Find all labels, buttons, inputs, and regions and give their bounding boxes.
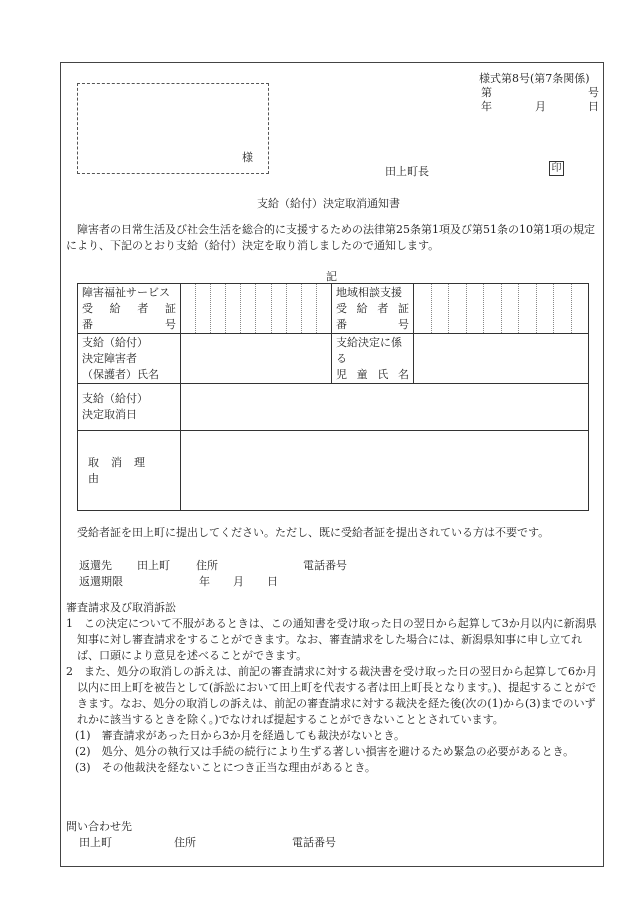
label-line: 支給決定に係る <box>336 335 402 365</box>
digit-cell <box>414 284 431 333</box>
cancel-date-field <box>181 384 589 431</box>
recipient-cert-number-field <box>181 284 332 334</box>
date-day: 日 <box>588 100 599 113</box>
label-line: （保護者）氏名 <box>82 367 159 381</box>
digit-cells <box>414 284 588 333</box>
appeal-heading: 審査請求及び取消訴訟 <box>66 601 176 614</box>
contact-org: 田上町 <box>79 836 112 849</box>
appeal-sub-1: (1) 審査請求があった日から3か月を経過しても裁決がないとき。 <box>75 729 406 742</box>
regional-support-cert-number-field <box>414 284 589 334</box>
return-address-label: 住所 <box>196 559 218 572</box>
return-dest-label: 返還先 <box>79 559 112 572</box>
date-year: 年 <box>481 100 492 113</box>
digit-cell <box>225 284 240 333</box>
digit-cell <box>571 284 589 333</box>
label-line: 番 号 <box>82 317 176 331</box>
seal-mark: 印 <box>549 161 564 176</box>
digit-cell <box>316 284 331 333</box>
appeal-item-1: 1 この決定について不服があるときは、この通知書を受け取った日の翌日から起算して3か月以内に新潟県知事に対し審査請求をすることができます。なお、審査請求をした場合には、新潟県知事に申し立てれば、口頭により意見を述べることができます。 <box>66 617 597 662</box>
digit-cell <box>466 284 484 333</box>
form-number: 様式第8号(第7条関係) <box>479 72 590 85</box>
digit-cell <box>286 284 301 333</box>
doc-number-suffix: 号 <box>588 86 599 99</box>
digit-cell <box>448 284 466 333</box>
child-name-label <box>332 334 414 384</box>
label-line: 受 給 者 証 <box>82 301 176 315</box>
record-table <box>77 283 589 511</box>
recipient-cert-label <box>78 284 181 334</box>
digit-cell <box>181 284 195 333</box>
appeal-item-2: 2 また、処分の取消しの訴えは、前記の審査請求に対する裁決書を受け取った日の翌日から起算して6か月以内に田上町を被告として(訴訟において田上町を代表する者は田上町長となります。)、提起することができます。なお、処分の取消しの訴えは、前記の審査請求に対する裁決を経た後(次の(1)から(3)までのいずれかに該当するときを除く。)でなければ提起することができないこととされています。 <box>66 665 597 726</box>
ki-heading: 記 <box>326 270 337 283</box>
digit-cell <box>536 284 554 333</box>
recipient-name-label <box>78 334 181 384</box>
digit-cell <box>255 284 270 333</box>
return-phone-label: 電話番号 <box>303 559 347 572</box>
digit-cells <box>181 284 331 333</box>
table-row <box>78 334 589 384</box>
label-line: 支給（給付） <box>82 335 148 349</box>
return-day: 日 <box>267 575 278 588</box>
digit-cell <box>483 284 501 333</box>
label-line: 受 給 者 証 <box>336 301 409 315</box>
label-line: 障害福祉サービス <box>82 285 170 299</box>
label-line: 児 童 氏 名 <box>336 367 409 381</box>
appeal-section <box>66 600 602 776</box>
digit-cell <box>210 284 225 333</box>
contact-heading: 問い合わせ先 <box>66 820 132 833</box>
appeal-sub-2: (2) 処分、処分の執行又は手続の続行により生ずる著しい損害を避けるため緊急の必要があるとき。 <box>75 745 575 758</box>
body-text: 障害者の日常生活及び社会生活を総合的に支援するための法律第25条第1項及び第51条の10第1項の規定により、下記のとおり支給（給付）決定を取り消しましたので通知します。 <box>66 223 595 252</box>
return-deadline-label: 返還期限 <box>79 575 123 588</box>
label-line: 取消理由 <box>88 455 157 485</box>
doc-number-prefix: 第 <box>481 86 492 99</box>
label-line: 地域相談支援 <box>336 285 402 299</box>
digit-cell <box>271 284 286 333</box>
label-line: 決定障害者 <box>82 351 137 365</box>
digit-cell <box>195 284 210 333</box>
digit-cell <box>301 284 316 333</box>
table-row <box>78 284 589 334</box>
addressee-honorific: 様 <box>242 151 253 164</box>
child-name-field <box>414 334 589 384</box>
contact-address-label: 住所 <box>174 836 196 849</box>
contact-phone-label: 電話番号 <box>292 836 336 849</box>
cancel-date-label <box>78 384 181 431</box>
document-title: 支給（給付）決定取消通知書 <box>257 197 400 210</box>
certificate-notice: 受給者証を田上町に提出してください。ただし、既に受給者証を提出されている方は不要です。 <box>77 526 550 539</box>
issuer-name: 田上町長 <box>385 165 429 178</box>
return-year: 年 <box>199 575 210 588</box>
return-dest-value: 田上町 <box>137 559 170 572</box>
regional-support-cert-label <box>332 284 414 334</box>
digit-cell <box>518 284 536 333</box>
digit-cell <box>553 284 571 333</box>
cancel-reason-label <box>78 431 181 511</box>
addressee-box <box>77 83 269 174</box>
appeal-sub-3: (3) その他裁決を経ないことにつき正当な理由があるとき。 <box>75 761 376 774</box>
return-month: 月 <box>233 575 244 588</box>
label-line: 決定取消日 <box>82 408 137 421</box>
digit-cell <box>431 284 449 333</box>
cancel-reason-field <box>181 431 589 511</box>
label-line: 支給（給付） <box>82 392 148 405</box>
table-row <box>78 384 589 431</box>
label-line: 番 号 <box>336 317 409 331</box>
recipient-name-field <box>181 334 332 384</box>
digit-cell <box>501 284 519 333</box>
date-month: 月 <box>535 100 546 113</box>
table-row <box>78 431 589 511</box>
digit-cell <box>240 284 255 333</box>
